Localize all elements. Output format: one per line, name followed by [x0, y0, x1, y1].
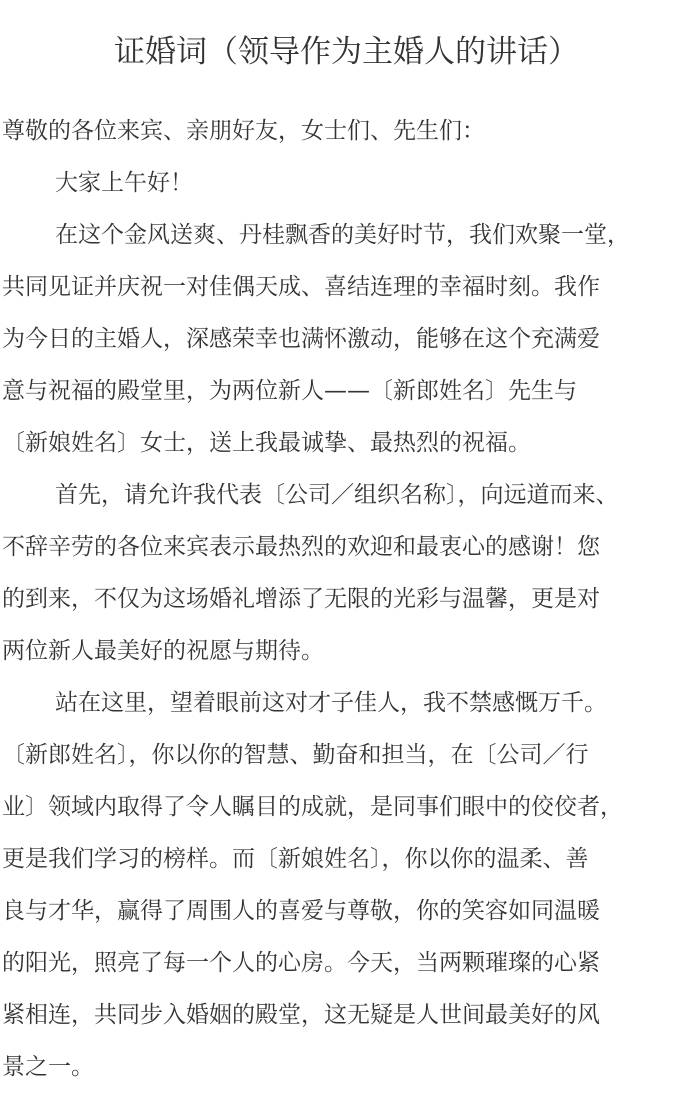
paragraph-3-line-2: 〔新郎姓名〕，你以你的智慧、勤奋和担当，在〔公司／行 [2, 742, 589, 768]
paragraph-3-line-1: 站在这里，望着眼前这对才子佳人，我不禁感慨万千。 [55, 690, 607, 716]
paragraph-2-line-4: 两位新人最美好的祝愿与期待。 [2, 638, 324, 664]
paragraph-1-line-1: 在这个金风送爽、丹桂飘香的美好时节，我们欢聚一堂， [55, 222, 630, 248]
paragraph-1-line-4: 意与祝福的殿堂里，为两位新人——〔新郎姓名〕先生与 [2, 378, 577, 404]
greeting-line: 大家上午好！ [55, 170, 193, 196]
paragraph-3-line-5: 良与才华，赢得了周围人的喜爱与尊敬，你的笑容如同温暖 [2, 898, 600, 924]
paragraph-1-line-2: 共同见证并庆祝一对佳偶天成、喜结连理的幸福时刻。我作 [2, 274, 600, 300]
paragraph-3-line-4: 更是我们学习的榜样。而〔新娘姓名〕，你以你的温柔、善 [2, 846, 589, 872]
paragraph-2-line-3: 的到来，不仅为这场婚礼增添了无限的光彩与温馨，更是对 [2, 586, 600, 612]
paragraph-3-line-8: 景之一。 [2, 1054, 94, 1080]
paragraph-2-line-1: 首先，请允许我代表〔公司／组织名称〕，向远道而来、 [55, 482, 619, 508]
salutation-line: 尊敬的各位来宾、亲朋好友，女士们、先生们： [2, 118, 485, 144]
paragraph-3-line-7: 紧相连，共同步入婚姻的殿堂，这无疑是人世间最美好的风 [2, 1002, 600, 1028]
paragraph-3-line-6: 的阳光，照亮了每一个人的心房。今天，当两颗璀璨的心紧 [2, 950, 600, 976]
paragraph-3-line-3: 业〕领域内取得了令人瞩目的成就，是同事们眼中的佼佼者， [2, 794, 623, 820]
paragraph-1-line-5: 〔新娘姓名〕女士，送上我最诚挚、最热烈的祝福。 [2, 430, 531, 456]
document-title: 证婚词（领导作为主婚人的讲话） [114, 34, 579, 70]
paragraph-2-line-2: 不辞辛劳的各位来宾表示最热烈的欢迎和最衷心的感谢！您 [2, 534, 600, 560]
paragraph-1-line-3: 为今日的主婚人，深感荣幸也满怀激动，能够在这个充满爱 [2, 326, 600, 352]
